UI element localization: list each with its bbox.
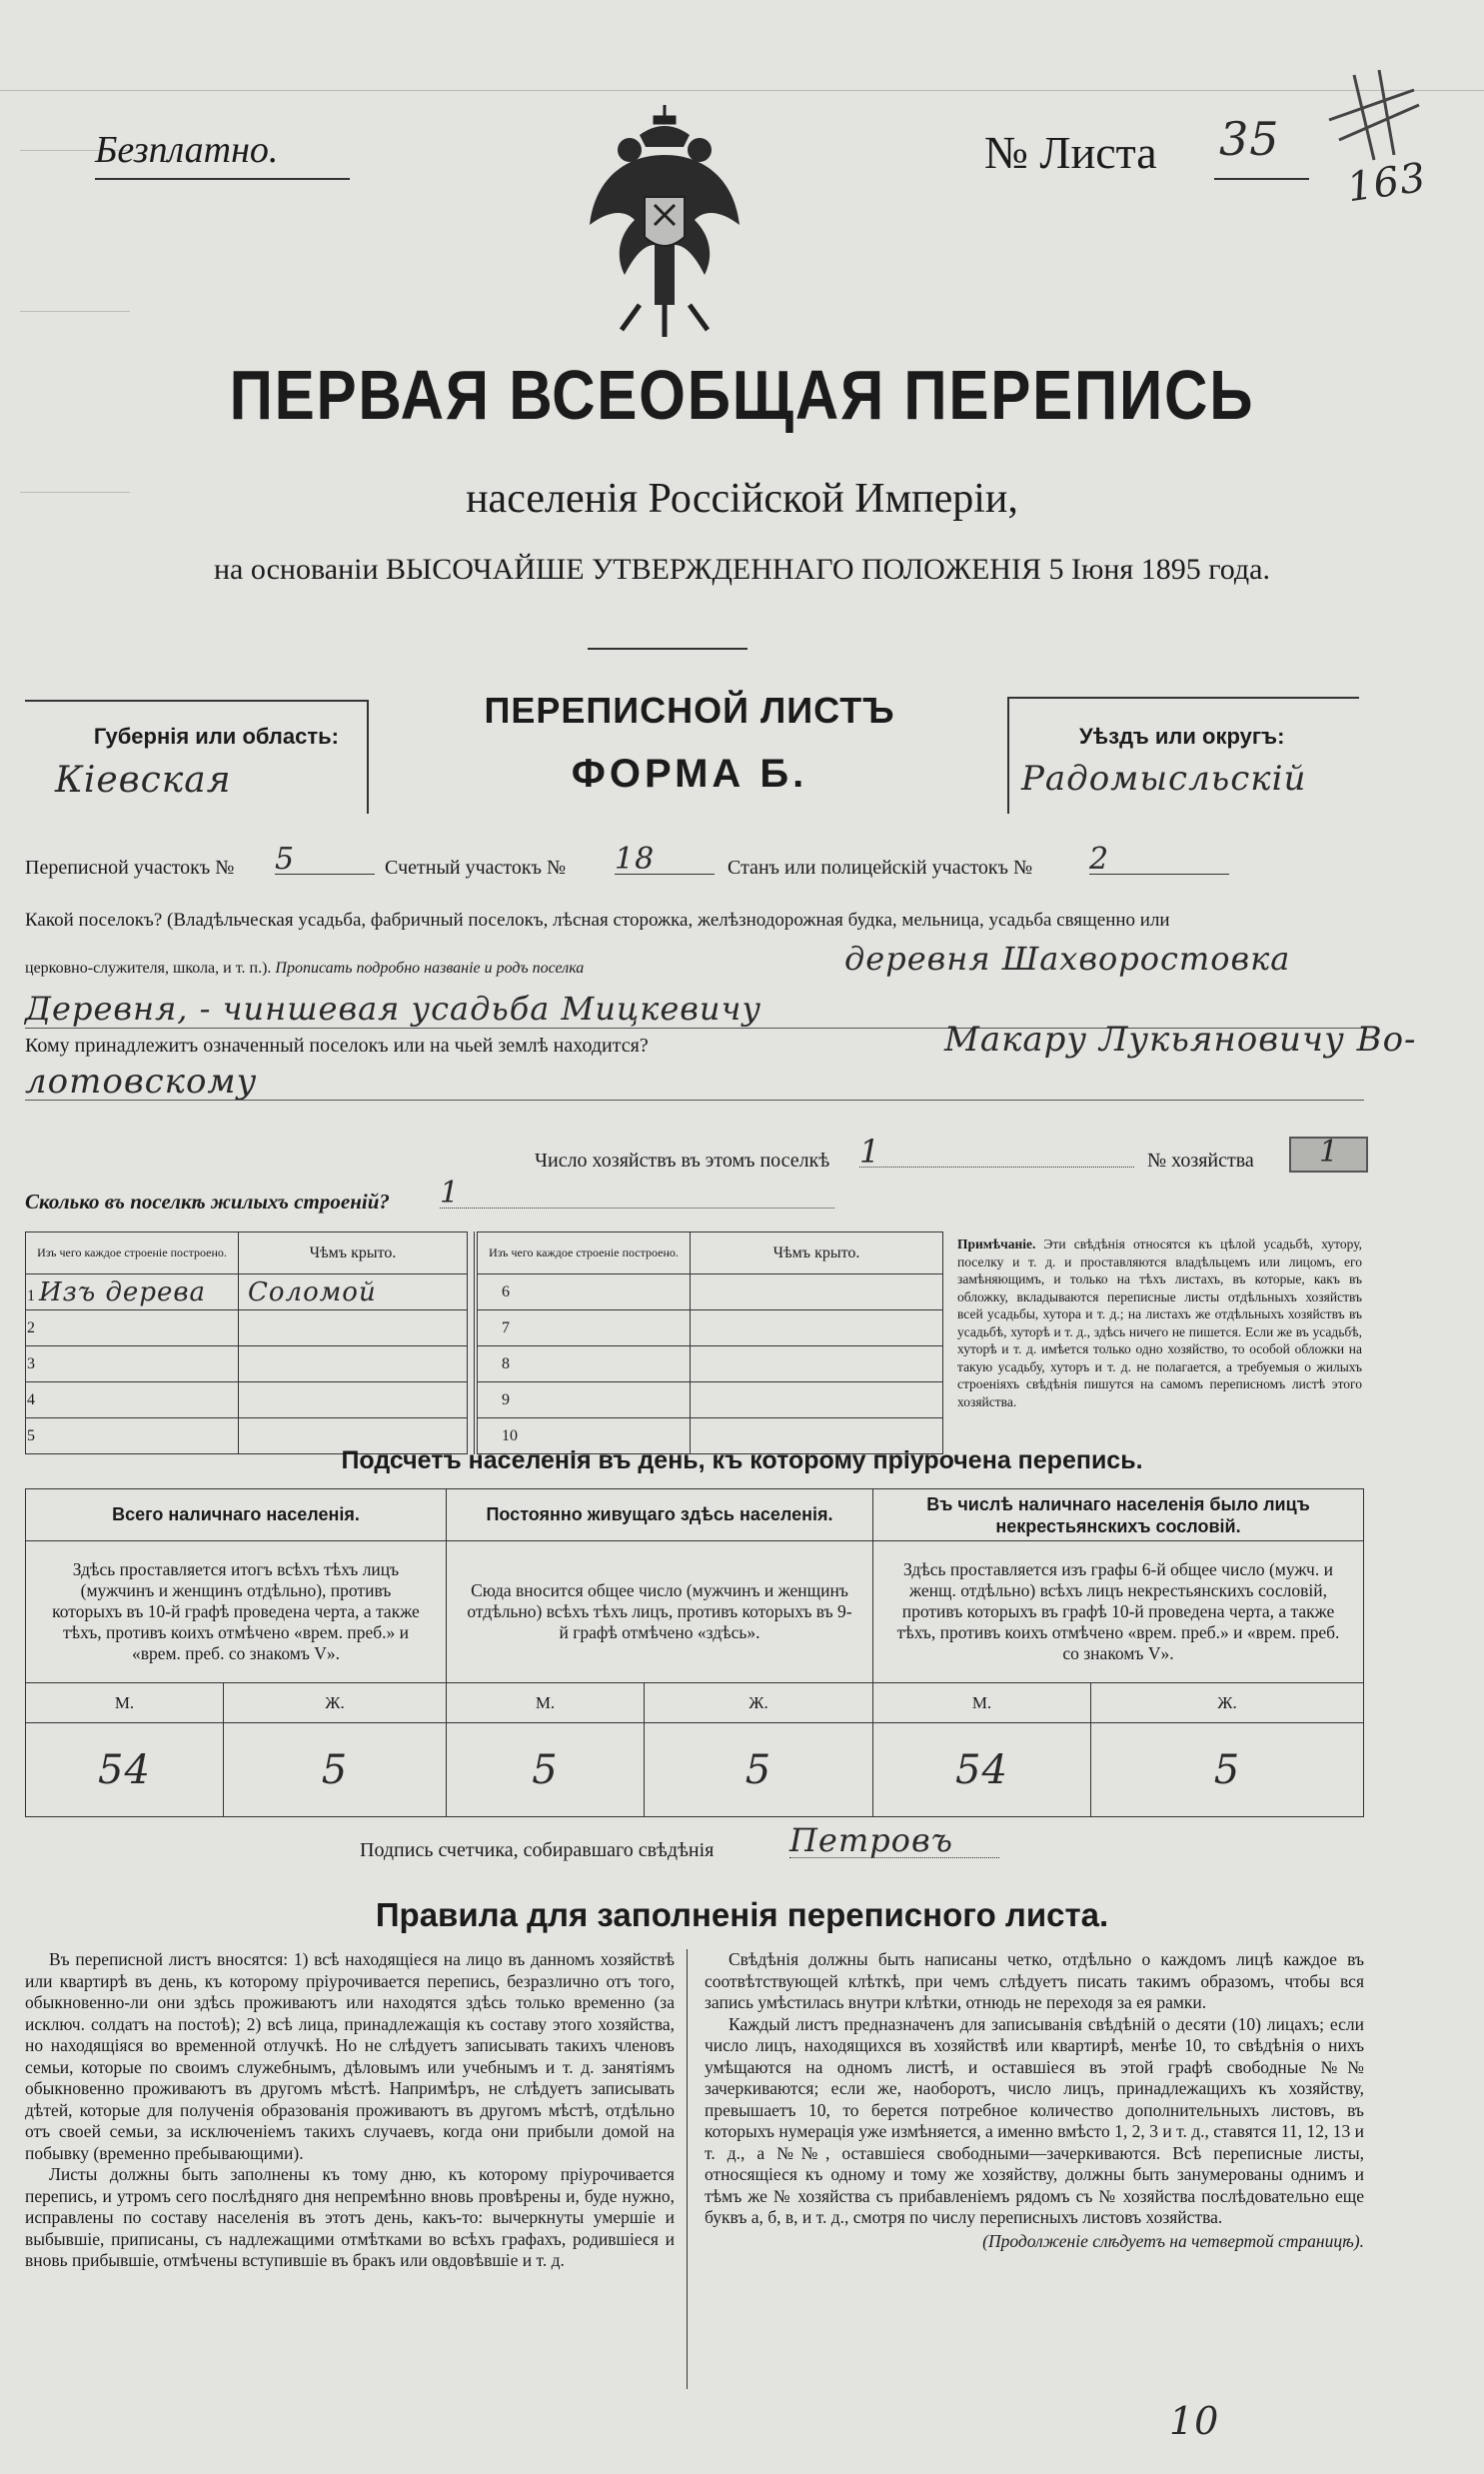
households-label: Число хозяйствъ въ этомъ поселкѣ [535, 1150, 830, 1172]
guberniya-box [25, 700, 369, 814]
buildings-table-right [474, 1232, 943, 1454]
buildings-value: 1 [440, 1176, 834, 1209]
bleed-through-text [20, 150, 140, 493]
settlement-value-line1: деревня Шахворостовка [844, 940, 1291, 978]
female-label: Ж. [645, 1683, 873, 1723]
roof-header: Чѣмъ крыто. [239, 1233, 468, 1274]
uezd-box [1007, 697, 1359, 814]
non-peasant-population-header: Въ числѣ наличнаго населенія было лицъ некрестьянскихъ сословій. [873, 1489, 1364, 1541]
guberniya-value: Кіевская [55, 760, 232, 801]
owner-line [25, 1100, 1364, 1101]
population-table [25, 1488, 1364, 1817]
owner-value-line2: лотовскому [25, 1062, 258, 1102]
settlement-question-italic: Прописать подробно названіе и родъ поселка [275, 960, 585, 977]
free-label: Безплатно. [95, 129, 279, 171]
census-district-label: Переписной участокъ № [25, 857, 235, 879]
guberniya-label: Губернія или область: [93, 724, 339, 749]
census-title: ПЕРВАЯ ВСЕОБЩАЯ ПЕРЕПИСЬ [229, 356, 1255, 434]
building-roof: Соломой [248, 1276, 377, 1307]
census-subtitle: населенія Россійской Имперіи, [466, 476, 1018, 522]
permanent-population-instructions: Сюда вносится общее число (мужчинъ и женщинъ отдѣльно) всѣхъ тѣхъ лицъ, противъ которыхъ въ 9-й графѣ отмѣчено «здѣсь». [447, 1541, 873, 1683]
building-row: 9 [476, 1382, 943, 1418]
note-text: Эти свѣдѣнія относятся къ цѣлой усадьбѣ, хутору, поселку и т. д. и проставляются владѣльцемъ или лицомъ, его замѣняющимъ, и только на тѣхъ листахъ, въ которые, какъ въ обложку, вкладываются переписные листы отдѣльныхъ хозяйствъ всей усадьбы, хутора и т. д.; на листахъ же отдѣльныхъ хозяйствъ въ усадьбѣ, хуторѣ и т. д., здѣсь ничего не пишется. Если же въ усадьбѣ, хуторѣ и т. д. имѣется только одно хозяйство, то особой обложки на такую усадьбу, хуторъ и т. д. не полагается, а требуемыя о жилыхъ строеніяхъ свѣдѣнія пишутся на самомъ переписномъ листѣ этого хозяйства. [957, 1237, 1362, 1409]
page-mark: 10 [1169, 2399, 1220, 2443]
household-number-box [1289, 1137, 1368, 1173]
male-label: М. [873, 1683, 1091, 1723]
signature-label: Подпись счетчика, собиравшаго свѣдѣнія [360, 1839, 715, 1861]
building-row: 5 [26, 1418, 468, 1454]
total-population-header: Всего наличнаго населенія. [26, 1489, 447, 1541]
permanent-female-count: 5 [645, 1723, 873, 1817]
household-number-label: № хозяйства [1147, 1150, 1254, 1172]
counting-district-label: Счетный участокъ № [385, 857, 567, 879]
rules-title: Правила для заполненія переписного листа. [375, 1896, 1109, 1933]
building-row: 2 [26, 1310, 468, 1346]
bleed-line [0, 90, 1484, 91]
total-female-count: 5 [224, 1723, 447, 1817]
building-row: 1 Изъ дерева Соломой [26, 1274, 468, 1310]
census-district-value: 5 [275, 842, 375, 875]
settlement-question-text: церковно-служителя, школа, и т. п.). [25, 960, 272, 977]
census-decree: на основаніи ВЫСОЧАЙШЕ УТВЕРЖДЕННАГО ПОЛОЖЕНІЯ 5 Іюня 1895 года. [214, 553, 1270, 586]
uezd-label: Уѣздъ или округъ: [1079, 724, 1285, 749]
sheet-number-underline [1214, 178, 1309, 180]
uezd-value: Радомысльскій [1021, 759, 1307, 799]
rules-right-paragraph-1: Свѣдѣнія должны быть написаны четко, отдѣльно о каждомъ лицѣ каждое въ соотвѣтствующей клѣткѣ, при чемъ слѣдуетъ писать такимъ образомъ, чтобы вся запись умѣстилась внутри клѣтки, отнюдь не переходя за ея рамки. [705, 1949, 1364, 2012]
material-header: Изъ чего каждое строеніе построено. [26, 1233, 239, 1274]
rules-divider [687, 1949, 688, 2389]
counting-district-value: 18 [615, 842, 715, 875]
corner-number: 163 [1344, 154, 1430, 212]
building-row: 3 [26, 1346, 468, 1382]
non-peasant-population-instructions: Здѣсь проставляется изъ графы 6-й общее число (мужч. и женщ. отдѣльно) всѣхъ лицъ некрестьянскихъ сословій, противъ которыхъ въ графѣ 10-й проведена черта, а также тѣхъ, противъ коихъ отмѣчено «врем. преб.» и «врем. преб. со знакомъ V». [873, 1541, 1364, 1683]
permanent-male-count: 5 [447, 1723, 645, 1817]
rules-left-paragraph-2: Листы должны быть заполнены къ тому дню, къ которому пріурочивается перепись, и утромъ сего послѣдняго дня непремѣнно вновь провѣрены и, буде нужно, исправлены по составу населенія въ этотъ день, какъ-то: вычеркнуты умершіе и выбывшіе, приписаны, съ надлежащими отмѣтками во всѣхъ графахъ, родившіеся и вновь прибывшіе, отмѣчены вступившіе въ бракъ или овдовѣвшіе и т. д. [25, 2164, 675, 2270]
male-label: М. [26, 1683, 224, 1723]
rules-left-column [25, 1949, 675, 2272]
female-label: Ж. [1091, 1683, 1364, 1723]
buildings-label: Сколько въ поселкѣ жилыхъ строеній? [25, 1190, 390, 1214]
buildings-table-left [25, 1232, 468, 1454]
owner-label: Кому принадлежитъ означенный поселокъ или на чьей землѣ находится? [25, 1035, 649, 1057]
male-label: М. [447, 1683, 645, 1723]
non-peasant-female-count: 5 [1091, 1723, 1364, 1817]
owner-value-line1: Макару Лукьяновичу Во- [944, 1020, 1417, 1060]
settlement-value-line2: Деревня, - чиншевая усадьба Мицкевичу [25, 990, 761, 1028]
rules-continued-note: (Продолженіе слѣдуетъ на четвертой страницѣ). [982, 2230, 1364, 2251]
total-male-count: 54 [26, 1723, 224, 1817]
roof-header: Чѣмъ крыто. [691, 1233, 943, 1274]
building-material: Изъ дерева [39, 1276, 206, 1307]
material-header: Изъ чего каждое строеніе построено. [476, 1233, 691, 1274]
title-divider [588, 648, 747, 650]
female-label: Ж. [224, 1683, 447, 1723]
households-value: 1 [859, 1133, 1134, 1168]
sheet-number-label: № Листа [984, 127, 1157, 178]
sheet-title: ПЕРЕПИСНОЙ ЛИСТЪ [484, 690, 895, 731]
settlement-question-line1: Какой поселокъ? (Владѣльческая усадьба, фабричный поселокъ, лѣсная сторожка, желѣзнодорожная будка, мельница, усадьба священно или [25, 910, 1170, 931]
rules-right-paragraph-2: Каждый листъ предназначенъ для записыванія свѣдѣній о десяти (10) лицахъ; если число лицъ, находящихся въ хозяйствѣ или квартирѣ, менѣе 10, то свѣдѣнія о нихъ умѣщаются на одномъ листѣ, и оставшіеся въ этой графѣ свободные №№ зачеркиваются; если же, наоборотъ, число лицъ, принадлежащихъ къ хозяйству, превышаетъ 10, то берется потребное количество дополнительныхъ листовъ, въ которыхъ нумерація уже измѣняется, а именно вмѣсто 1, 2, 3 и т. д., ставятся 11, 12, 13 и т. д., а №№, оставшіеся свободными—зачеркиваются. Всѣ переписные листы, относящіеся къ одному и тому же хозяйству, должны быть занумерованы однимъ и тѣмъ же № хозяйства съ прибавленіемъ рядомъ съ № хозяйства послѣдовательно еще буквъ а, б, в, и т. д., смотря по числу переписныхъ листовъ хозяйства. [705, 2013, 1364, 2227]
building-row: 10 [476, 1418, 943, 1454]
signature-value: Петровъ [789, 1821, 999, 1858]
pencil-scribble-mark [1319, 60, 1429, 170]
building-row: 4 [26, 1382, 468, 1418]
free-underline [95, 178, 350, 180]
household-number-value: 1 [1319, 1135, 1340, 1170]
non-peasant-male-count: 54 [873, 1723, 1091, 1817]
settlement-question-line2 [25, 960, 584, 978]
rules-left-paragraph-1: Въ переписной листъ вносятся: 1) всѣ находящіеся на лицо въ данномъ хозяйствѣ или квартирѣ въ день, къ которому пріурочивается перепись, безразлично отъ того, обыкновенно-ли они здѣсь проживаютъ или находятся здѣсь только временно (за исключ. солдатъ на постоѣ); 2) всѣ лица, принадлежащія къ составу этого хозяйства, но находящіяся во временной отлучкѣ. Но не слѣдуетъ записывать такихъ членовъ семьи, которые по своимъ служебнымъ, дѣловымъ или учебнымъ и т. д. занятіямъ обыкновенно проживаютъ въ другомъ мѣстѣ. Напримѣръ, не слѣдуетъ записывать дѣтей, которые для полученія образованія проживаютъ въ другомъ мѣстѣ, отдѣльно отъ своей семьи, за исключеніемъ такихъ случаевъ, когда они прибыли домой на побывку (временно пребывающими). [25, 1949, 675, 2163]
permanent-population-header: Постоянно живущаго здѣсь населенія. [447, 1489, 873, 1541]
imperial-eagle-icon [585, 105, 744, 345]
buildings-note [957, 1236, 1362, 1410]
building-row: 8 [476, 1346, 943, 1382]
building-row: 6 [476, 1274, 943, 1310]
sheet-number-value: 35 [1219, 112, 1280, 166]
stan-value: 2 [1089, 842, 1229, 875]
population-title: Подсчетъ населенія въ день, къ которому пріурочена перепись. [341, 1446, 1143, 1474]
note-heading: Примѣчаніе. [957, 1237, 1036, 1251]
rules-right-column [705, 1949, 1364, 2252]
building-row: 7 [476, 1310, 943, 1346]
stan-label: Станъ или полицейскій участокъ № [728, 857, 1033, 879]
form-title: ФОРМА Б. [571, 752, 808, 796]
total-population-instructions: Здѣсь проставляется итогъ всѣхъ тѣхъ лицъ (мужчинъ и женщинъ отдѣльно), противъ которыхъ въ 10-й графѣ проведена черта, а также тѣхъ, противъ коихъ отмѣчено «врем. преб.» и «врем. преб. со знакомъ V». [26, 1541, 447, 1683]
